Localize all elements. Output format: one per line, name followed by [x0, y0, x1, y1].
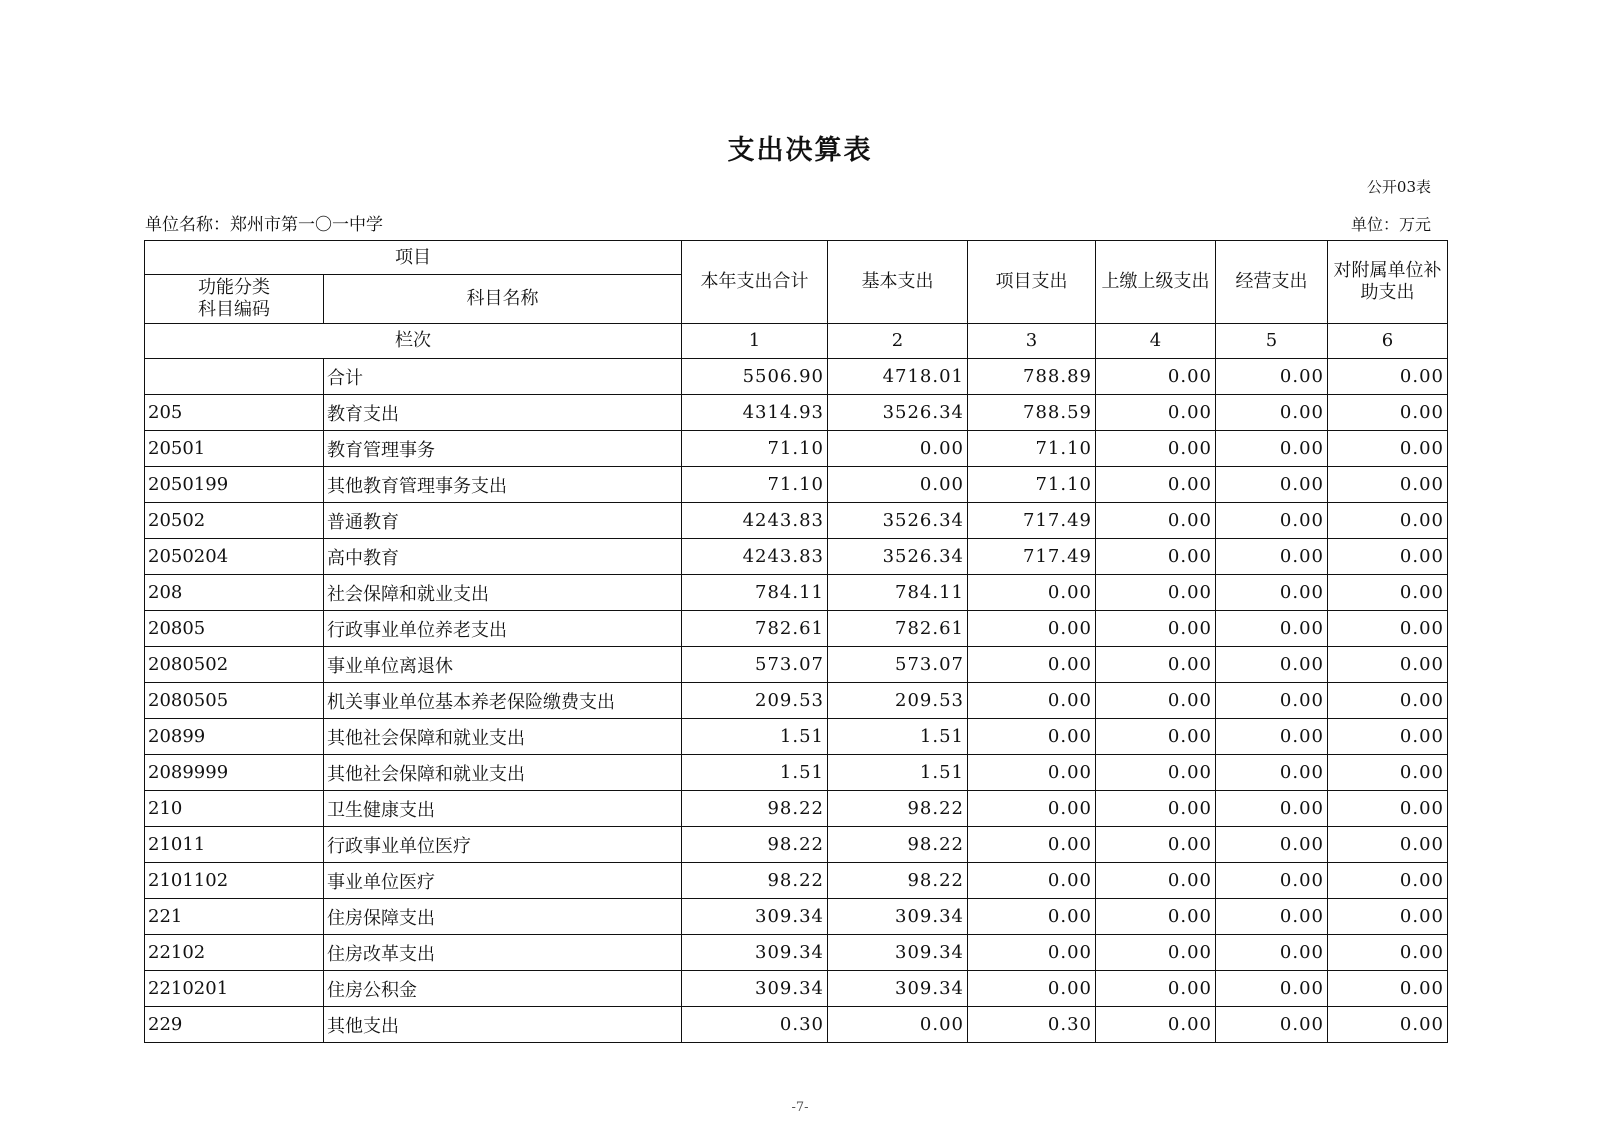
subject-name: 住房保障支出 [324, 899, 682, 935]
subsidy-expenditure-cell: 0.00 [1328, 359, 1448, 395]
subject-code: 210 [145, 791, 324, 827]
business-expenditure-cell: 0.00 [1216, 395, 1328, 431]
basic-expenditure-cell: 209.53 [828, 683, 968, 719]
total-expenditure-cell: 309.34 [682, 971, 828, 1007]
subject-code: 22102 [145, 935, 324, 971]
table-row [145, 791, 1448, 827]
subsidy-expenditure-cell: 0.00 [1328, 863, 1448, 899]
business-expenditure-cell: 0.00 [1216, 755, 1328, 791]
table-row [145, 827, 1448, 863]
subject-name: 住房公积金 [324, 971, 682, 1007]
business-expenditure-cell: 0.00 [1216, 971, 1328, 1007]
subject-name: 高中教育 [324, 539, 682, 575]
header-basic: 基本支出 [828, 241, 968, 324]
subject-code: 208 [145, 575, 324, 611]
header-business: 经营支出 [1216, 241, 1328, 324]
subject-name: 社会保障和就业支出 [324, 575, 682, 611]
table-row [145, 359, 1448, 395]
subject-name: 其他社会保障和就业支出 [324, 755, 682, 791]
basic-expenditure-cell: 784.11 [828, 575, 968, 611]
upper-payment-cell: 0.00 [1096, 431, 1216, 467]
total-expenditure-cell: 784.11 [682, 575, 828, 611]
basic-expenditure-cell: 98.22 [828, 827, 968, 863]
business-expenditure-cell: 0.00 [1216, 503, 1328, 539]
upper-payment-cell: 0.00 [1096, 647, 1216, 683]
business-expenditure-cell: 0.00 [1216, 827, 1328, 863]
subsidy-expenditure-cell: 0.00 [1328, 719, 1448, 755]
upper-payment-cell: 0.00 [1096, 395, 1216, 431]
subject-name: 事业单位离退休 [324, 647, 682, 683]
subject-name: 普通教育 [324, 503, 682, 539]
upper-payment-cell: 0.00 [1096, 611, 1216, 647]
project-expenditure-cell: 0.00 [968, 827, 1096, 863]
project-expenditure-cell: 0.00 [968, 611, 1096, 647]
project-expenditure-cell: 717.49 [968, 503, 1096, 539]
project-expenditure-cell: 0.00 [968, 935, 1096, 971]
basic-expenditure-cell: 1.51 [828, 755, 968, 791]
business-expenditure-cell: 0.00 [1216, 647, 1328, 683]
business-expenditure-cell: 0.00 [1216, 935, 1328, 971]
subject-code: 205 [145, 395, 324, 431]
subsidy-expenditure-cell: 0.00 [1328, 1007, 1448, 1043]
total-expenditure-cell: 782.61 [682, 611, 828, 647]
header-project-expenditure: 项目支出 [968, 241, 1096, 324]
currency-unit: 单位：万元 [1350, 215, 1431, 234]
subject-name: 其他教育管理事务支出 [324, 467, 682, 503]
total-expenditure-cell: 1.51 [682, 719, 828, 755]
header-project: 项目 [145, 241, 682, 275]
subject-code: 20502 [145, 503, 324, 539]
subject-code: 221 [145, 899, 324, 935]
subsidy-expenditure-cell: 0.00 [1328, 755, 1448, 791]
basic-expenditure-cell: 98.22 [828, 791, 968, 827]
basic-expenditure-cell: 0.00 [828, 431, 968, 467]
subject-code: 20899 [145, 719, 324, 755]
project-expenditure-cell: 71.10 [968, 431, 1096, 467]
upper-payment-cell: 0.00 [1096, 755, 1216, 791]
subject-code: 2080505 [145, 683, 324, 719]
total-expenditure-cell: 4243.83 [682, 539, 828, 575]
column-sequence-row [145, 324, 1448, 359]
table-row [145, 683, 1448, 719]
subject-name: 卫生健康支出 [324, 791, 682, 827]
basic-expenditure-cell: 3526.34 [828, 539, 968, 575]
table-row [145, 647, 1448, 683]
project-expenditure-cell: 0.00 [968, 575, 1096, 611]
page-title: 支出决算表 [727, 135, 873, 166]
basic-expenditure-cell: 782.61 [828, 611, 968, 647]
total-expenditure-cell: 98.22 [682, 863, 828, 899]
basic-expenditure-cell: 573.07 [828, 647, 968, 683]
table-row [145, 1007, 1448, 1043]
subject-code: 2080502 [145, 647, 324, 683]
subject-code: 2089999 [145, 755, 324, 791]
total-expenditure-cell: 573.07 [682, 647, 828, 683]
upper-payment-cell: 0.00 [1096, 467, 1216, 503]
upper-payment-cell: 0.00 [1096, 503, 1216, 539]
upper-payment-cell: 0.00 [1096, 575, 1216, 611]
business-expenditure-cell: 0.00 [1216, 575, 1328, 611]
project-expenditure-cell: 788.59 [968, 395, 1096, 431]
table-row [145, 719, 1448, 755]
subsidy-expenditure-cell: 0.00 [1328, 539, 1448, 575]
form-number: 公开03表 [1366, 178, 1431, 196]
upper-payment-cell: 0.00 [1096, 935, 1216, 971]
subsidy-expenditure-cell: 0.00 [1328, 503, 1448, 539]
header-row [145, 241, 1448, 275]
subject-name: 行政事业单位医疗 [324, 827, 682, 863]
subject-code: 2101102 [145, 863, 324, 899]
project-expenditure-cell: 0.00 [968, 791, 1096, 827]
table-body [145, 359, 1448, 1043]
subsidy-expenditure-cell: 0.00 [1328, 575, 1448, 611]
upper-payment-cell: 0.00 [1096, 1007, 1216, 1043]
upper-payment-cell: 0.00 [1096, 827, 1216, 863]
project-expenditure-cell: 0.00 [968, 683, 1096, 719]
project-expenditure-cell: 0.30 [968, 1007, 1096, 1043]
table-row [145, 899, 1448, 935]
expenditure-table [144, 240, 1448, 1043]
table-row [145, 755, 1448, 791]
upper-payment-cell: 0.00 [1096, 719, 1216, 755]
business-expenditure-cell: 0.00 [1216, 719, 1328, 755]
subject-name: 机关事业单位基本养老保险缴费支出 [324, 683, 682, 719]
business-expenditure-cell: 0.00 [1216, 431, 1328, 467]
business-expenditure-cell: 0.00 [1216, 611, 1328, 647]
subsidy-expenditure-cell: 0.00 [1328, 395, 1448, 431]
subsidy-expenditure-cell: 0.00 [1328, 647, 1448, 683]
total-expenditure-cell: 1.51 [682, 755, 828, 791]
seq-cell: 1 [682, 324, 828, 359]
basic-expenditure-cell: 309.34 [828, 935, 968, 971]
subject-code: 20501 [145, 431, 324, 467]
header-total: 本年支出合计 [682, 241, 828, 324]
upper-payment-cell: 0.00 [1096, 539, 1216, 575]
unit-name: 单位名称：郑州市第一〇一中学 [145, 215, 383, 235]
subsidy-expenditure-cell: 0.00 [1328, 683, 1448, 719]
header-column-seq: 栏次 [145, 324, 682, 359]
business-expenditure-cell: 0.00 [1216, 791, 1328, 827]
table-row [145, 575, 1448, 611]
subsidy-expenditure-cell: 0.00 [1328, 467, 1448, 503]
subject-name: 住房改革支出 [324, 935, 682, 971]
subsidy-expenditure-cell: 0.00 [1328, 899, 1448, 935]
subject-name: 行政事业单位养老支出 [324, 611, 682, 647]
subject-name: 其他支出 [324, 1007, 682, 1043]
basic-expenditure-cell: 3526.34 [828, 395, 968, 431]
total-expenditure-cell: 71.10 [682, 431, 828, 467]
subject-name: 事业单位医疗 [324, 863, 682, 899]
subsidy-expenditure-cell: 0.00 [1328, 935, 1448, 971]
subsidy-expenditure-cell: 0.00 [1328, 971, 1448, 1007]
project-expenditure-cell: 788.89 [968, 359, 1096, 395]
business-expenditure-cell: 0.00 [1216, 359, 1328, 395]
basic-expenditure-cell: 0.00 [828, 467, 968, 503]
upper-payment-cell: 0.00 [1096, 791, 1216, 827]
basic-expenditure-cell: 98.22 [828, 863, 968, 899]
total-expenditure-cell: 71.10 [682, 467, 828, 503]
subject-code: 2210201 [145, 971, 324, 1007]
subject-code: 21011 [145, 827, 324, 863]
basic-expenditure-cell: 0.00 [828, 1007, 968, 1043]
total-expenditure-cell: 0.30 [682, 1007, 828, 1043]
table-row [145, 863, 1448, 899]
subject-name: 合计 [324, 359, 682, 395]
total-expenditure-cell: 309.34 [682, 935, 828, 971]
table-row [145, 971, 1448, 1007]
table-row [145, 431, 1448, 467]
basic-expenditure-cell: 309.34 [828, 971, 968, 1007]
upper-payment-cell: 0.00 [1096, 899, 1216, 935]
subject-name: 教育支出 [324, 395, 682, 431]
project-expenditure-cell: 0.00 [968, 863, 1096, 899]
subject-name: 教育管理事务 [324, 431, 682, 467]
table-row [145, 539, 1448, 575]
table-row [145, 503, 1448, 539]
subject-code: 2050199 [145, 467, 324, 503]
project-expenditure-cell: 0.00 [968, 899, 1096, 935]
project-expenditure-cell: 0.00 [968, 755, 1096, 791]
business-expenditure-cell: 0.00 [1216, 899, 1328, 935]
page-number: -7- [791, 1100, 809, 1115]
business-expenditure-cell: 0.00 [1216, 1007, 1328, 1043]
project-expenditure-cell: 717.49 [968, 539, 1096, 575]
total-expenditure-cell: 4314.93 [682, 395, 828, 431]
business-expenditure-cell: 0.00 [1216, 539, 1328, 575]
subject-code: 2050204 [145, 539, 324, 575]
project-expenditure-cell: 0.00 [968, 971, 1096, 1007]
seq-cell: 5 [1216, 324, 1328, 359]
basic-expenditure-cell: 1.51 [828, 719, 968, 755]
table-row [145, 935, 1448, 971]
table-row [145, 611, 1448, 647]
table-row [145, 467, 1448, 503]
business-expenditure-cell: 0.00 [1216, 683, 1328, 719]
upper-payment-cell: 0.00 [1096, 863, 1216, 899]
total-expenditure-cell: 98.22 [682, 791, 828, 827]
business-expenditure-cell: 0.00 [1216, 863, 1328, 899]
subject-code: 229 [145, 1007, 324, 1043]
project-expenditure-cell: 71.10 [968, 467, 1096, 503]
upper-payment-cell: 0.00 [1096, 971, 1216, 1007]
subject-code [145, 359, 324, 395]
header-upper-payment: 上缴上级支出 [1096, 241, 1216, 324]
header-subsidy: 对附属单位补助支出 [1328, 241, 1448, 324]
seq-cell: 4 [1096, 324, 1216, 359]
subsidy-expenditure-cell: 0.00 [1328, 791, 1448, 827]
total-expenditure-cell: 4243.83 [682, 503, 828, 539]
seq-cell: 3 [968, 324, 1096, 359]
project-expenditure-cell: 0.00 [968, 719, 1096, 755]
subsidy-expenditure-cell: 0.00 [1328, 431, 1448, 467]
subject-code: 20805 [145, 611, 324, 647]
seq-cell: 6 [1328, 324, 1448, 359]
table-row [145, 395, 1448, 431]
subsidy-expenditure-cell: 0.00 [1328, 827, 1448, 863]
upper-payment-cell: 0.00 [1096, 683, 1216, 719]
total-expenditure-cell: 5506.90 [682, 359, 828, 395]
subject-name: 其他社会保障和就业支出 [324, 719, 682, 755]
seq-cell: 2 [828, 324, 968, 359]
total-expenditure-cell: 309.34 [682, 899, 828, 935]
basic-expenditure-cell: 4718.01 [828, 359, 968, 395]
header-name: 科目名称 [324, 275, 682, 324]
business-expenditure-cell: 0.00 [1216, 467, 1328, 503]
total-expenditure-cell: 209.53 [682, 683, 828, 719]
header-code: 功能分类 科目编码 [145, 275, 324, 324]
upper-payment-cell: 0.00 [1096, 359, 1216, 395]
basic-expenditure-cell: 309.34 [828, 899, 968, 935]
basic-expenditure-cell: 3526.34 [828, 503, 968, 539]
project-expenditure-cell: 0.00 [968, 647, 1096, 683]
subsidy-expenditure-cell: 0.00 [1328, 611, 1448, 647]
total-expenditure-cell: 98.22 [682, 827, 828, 863]
